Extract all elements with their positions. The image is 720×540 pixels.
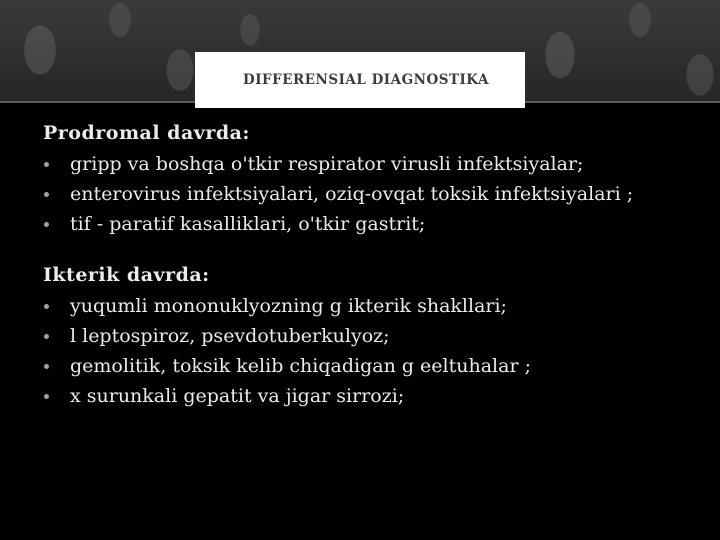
- list-item: enterovirus infektsiyalari, oziq-ovqat toksik infektsiyalari ;: [43, 183, 683, 206]
- list-item: l leptospiroz, psevdotuberkulyoz;: [43, 325, 683, 348]
- bullet-list-prodromal: [43, 153, 683, 236]
- list-item: gemolitik, toksik kelib chiqadigan g eeltuhalar ;: [43, 355, 683, 378]
- slide-title: DIFFERENSIAL DIAGNOSTIKA: [243, 72, 489, 88]
- list-item: yuqumli mononuklyozning g ikterik shakllari;: [43, 295, 683, 318]
- slide-content: [43, 122, 683, 415]
- list-item: gripp va boshqa o'tkir respirator virusli infektsiyalar;: [43, 153, 683, 176]
- list-item: x surunkali gepatit va jigar sirrozi;: [43, 385, 683, 408]
- list-item: tif - paratif kasalliklari, o'tkir gastrit;: [43, 213, 683, 236]
- title-box: [195, 52, 525, 108]
- section-heading-prodromal: Prodromal davrda:: [43, 122, 250, 144]
- section-heading-ikterik: Ikterik davrda:: [43, 264, 210, 286]
- bullet-list-ikterik: [43, 295, 683, 408]
